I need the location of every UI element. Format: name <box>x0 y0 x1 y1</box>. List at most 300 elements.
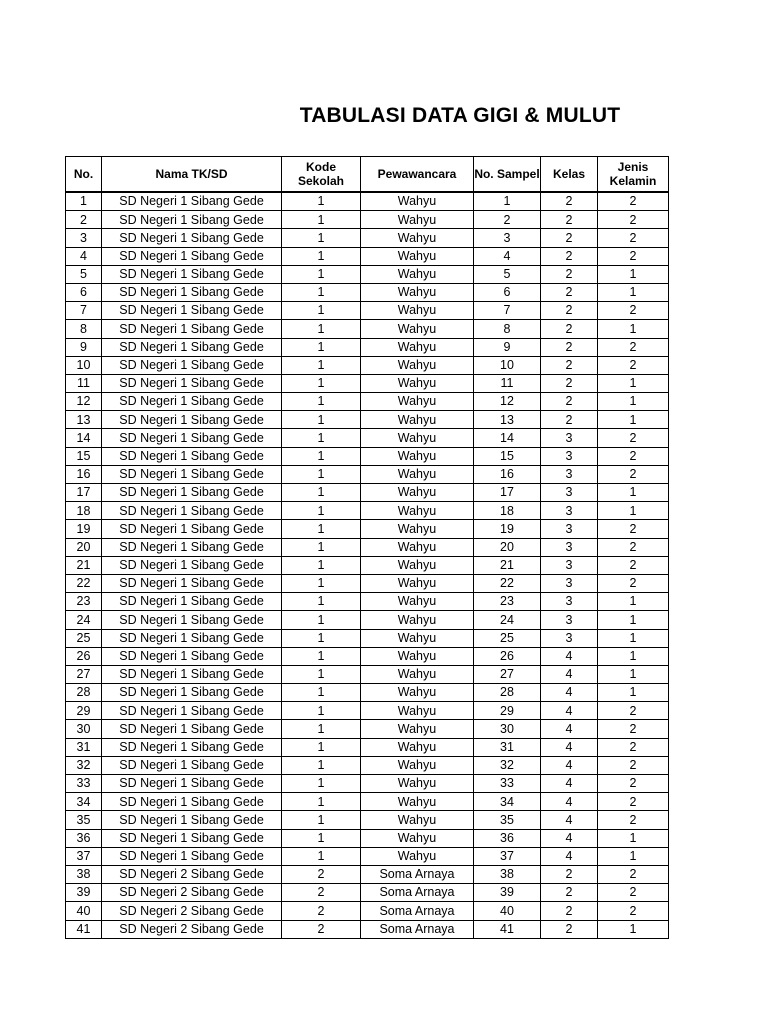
cell-no: 26 <box>66 647 102 665</box>
cell-no: 34 <box>66 793 102 811</box>
cell-kelas: 2 <box>541 247 598 265</box>
cell-pewawancara: Wahyu <box>361 738 474 756</box>
cell-pewawancara: Wahyu <box>361 702 474 720</box>
cell-kelas: 2 <box>541 393 598 411</box>
cell-kelas: 2 <box>541 320 598 338</box>
cell-no: 14 <box>66 429 102 447</box>
cell-kelas: 2 <box>541 865 598 883</box>
cell-kelas: 2 <box>541 884 598 902</box>
header-jenis-kelamin: Jenis Kelamin <box>598 157 669 193</box>
cell-jenis-kelamin: 2 <box>598 447 669 465</box>
cell-kelas: 4 <box>541 793 598 811</box>
cell-no-sampel: 34 <box>474 793 541 811</box>
cell-no-sampel: 37 <box>474 847 541 865</box>
cell-kode-sekolah: 1 <box>282 192 361 211</box>
header-pewawancara: Pewawancara <box>361 157 474 193</box>
cell-pewawancara: Wahyu <box>361 593 474 611</box>
cell-pewawancara: Wahyu <box>361 247 474 265</box>
cell-no-sampel: 10 <box>474 356 541 374</box>
cell-no: 4 <box>66 247 102 265</box>
cell-pewawancara: Wahyu <box>361 538 474 556</box>
cell-jenis-kelamin: 2 <box>598 574 669 592</box>
page-title: TABULASI DATA GIGI & MULUT <box>299 104 621 127</box>
cell-no-sampel: 33 <box>474 775 541 793</box>
cell-pewawancara: Wahyu <box>361 411 474 429</box>
cell-kode-sekolah: 1 <box>282 556 361 574</box>
cell-no-sampel: 1 <box>474 192 541 211</box>
table-row <box>66 702 669 720</box>
cell-no: 19 <box>66 520 102 538</box>
cell-kelas: 4 <box>541 847 598 865</box>
cell-kode-sekolah: 1 <box>282 684 361 702</box>
cell-jenis-kelamin: 2 <box>598 520 669 538</box>
cell-jenis-kelamin: 1 <box>598 629 669 647</box>
cell-no-sampel: 32 <box>474 756 541 774</box>
cell-jenis-kelamin: 1 <box>598 484 669 502</box>
table-row <box>66 829 669 847</box>
cell-jenis-kelamin: 2 <box>598 538 669 556</box>
cell-kelas: 2 <box>541 283 598 301</box>
cell-nama-tk-sd: SD Negeri 1 Sibang Gede <box>102 811 282 829</box>
cell-kode-sekolah: 2 <box>282 865 361 883</box>
cell-nama-tk-sd: SD Negeri 1 Sibang Gede <box>102 775 282 793</box>
cell-nama-tk-sd: SD Negeri 1 Sibang Gede <box>102 556 282 574</box>
cell-kode-sekolah: 1 <box>282 338 361 356</box>
cell-nama-tk-sd: SD Negeri 1 Sibang Gede <box>102 756 282 774</box>
table-row <box>66 920 669 938</box>
cell-no-sampel: 14 <box>474 429 541 447</box>
cell-nama-tk-sd: SD Negeri 2 Sibang Gede <box>102 865 282 883</box>
cell-no: 12 <box>66 393 102 411</box>
cell-kelas: 3 <box>541 538 598 556</box>
cell-no-sampel: 7 <box>474 302 541 320</box>
cell-pewawancara: Wahyu <box>361 484 474 502</box>
cell-no-sampel: 15 <box>474 447 541 465</box>
table-row <box>66 211 669 229</box>
cell-no-sampel: 28 <box>474 684 541 702</box>
cell-jenis-kelamin: 2 <box>598 775 669 793</box>
cell-kelas: 4 <box>541 829 598 847</box>
cell-jenis-kelamin: 2 <box>598 192 669 211</box>
cell-nama-tk-sd: SD Negeri 1 Sibang Gede <box>102 593 282 611</box>
table-row <box>66 847 669 865</box>
cell-kode-sekolah: 1 <box>282 775 361 793</box>
cell-kode-sekolah: 2 <box>282 902 361 920</box>
cell-nama-tk-sd: SD Negeri 1 Sibang Gede <box>102 847 282 865</box>
cell-pewawancara: Wahyu <box>361 520 474 538</box>
cell-kelas: 3 <box>541 484 598 502</box>
table-row <box>66 720 669 738</box>
cell-kelas: 4 <box>541 684 598 702</box>
cell-jenis-kelamin: 2 <box>598 702 669 720</box>
cell-nama-tk-sd: SD Negeri 1 Sibang Gede <box>102 211 282 229</box>
cell-jenis-kelamin: 1 <box>598 920 669 938</box>
cell-nama-tk-sd: SD Negeri 1 Sibang Gede <box>102 192 282 211</box>
table-row <box>66 229 669 247</box>
cell-kode-sekolah: 1 <box>282 574 361 592</box>
cell-jenis-kelamin: 2 <box>598 793 669 811</box>
cell-pewawancara: Wahyu <box>361 465 474 483</box>
cell-no: 38 <box>66 865 102 883</box>
cell-kelas: 2 <box>541 920 598 938</box>
cell-pewawancara: Wahyu <box>361 775 474 793</box>
cell-nama-tk-sd: SD Negeri 1 Sibang Gede <box>102 393 282 411</box>
cell-jenis-kelamin: 2 <box>598 302 669 320</box>
cell-no: 16 <box>66 465 102 483</box>
cell-kode-sekolah: 1 <box>282 793 361 811</box>
table-row <box>66 738 669 756</box>
cell-no: 8 <box>66 320 102 338</box>
cell-kode-sekolah: 1 <box>282 484 361 502</box>
cell-kode-sekolah: 1 <box>282 538 361 556</box>
table-row <box>66 884 669 902</box>
cell-pewawancara: Wahyu <box>361 429 474 447</box>
cell-kelas: 4 <box>541 702 598 720</box>
cell-nama-tk-sd: SD Negeri 1 Sibang Gede <box>102 283 282 301</box>
cell-kode-sekolah: 1 <box>282 829 361 847</box>
cell-jenis-kelamin: 1 <box>598 593 669 611</box>
cell-pewawancara: Wahyu <box>361 720 474 738</box>
cell-no-sampel: 27 <box>474 665 541 683</box>
cell-jenis-kelamin: 1 <box>598 829 669 847</box>
cell-jenis-kelamin: 1 <box>598 611 669 629</box>
table-row <box>66 811 669 829</box>
cell-nama-tk-sd: SD Negeri 1 Sibang Gede <box>102 320 282 338</box>
data-table <box>65 156 669 939</box>
table-row <box>66 574 669 592</box>
table-row <box>66 265 669 283</box>
cell-kelas: 4 <box>541 738 598 756</box>
cell-pewawancara: Soma Arnaya <box>361 902 474 920</box>
cell-nama-tk-sd: SD Negeri 1 Sibang Gede <box>102 611 282 629</box>
cell-jenis-kelamin: 2 <box>598 247 669 265</box>
header-nama-tk-sd: Nama TK/SD <box>102 157 282 193</box>
cell-no-sampel: 38 <box>474 865 541 883</box>
cell-kode-sekolah: 2 <box>282 920 361 938</box>
cell-pewawancara: Wahyu <box>361 229 474 247</box>
cell-nama-tk-sd: SD Negeri 1 Sibang Gede <box>102 265 282 283</box>
cell-kelas: 4 <box>541 756 598 774</box>
header-kode-sekolah: Kode Sekolah <box>282 157 361 193</box>
cell-pewawancara: Wahyu <box>361 793 474 811</box>
cell-jenis-kelamin: 1 <box>598 374 669 392</box>
cell-no-sampel: 4 <box>474 247 541 265</box>
cell-jenis-kelamin: 2 <box>598 429 669 447</box>
cell-kelas: 2 <box>541 356 598 374</box>
cell-no: 35 <box>66 811 102 829</box>
cell-no: 28 <box>66 684 102 702</box>
table-row <box>66 902 669 920</box>
table-row <box>66 756 669 774</box>
table-body <box>66 192 669 938</box>
cell-no: 3 <box>66 229 102 247</box>
cell-kode-sekolah: 1 <box>282 374 361 392</box>
cell-kode-sekolah: 1 <box>282 429 361 447</box>
table-row <box>66 429 669 447</box>
header-row <box>66 157 669 193</box>
cell-jenis-kelamin: 2 <box>598 811 669 829</box>
cell-no-sampel: 19 <box>474 520 541 538</box>
table-row <box>66 775 669 793</box>
cell-kode-sekolah: 1 <box>282 665 361 683</box>
cell-pewawancara: Wahyu <box>361 756 474 774</box>
cell-kelas: 2 <box>541 302 598 320</box>
cell-kode-sekolah: 1 <box>282 302 361 320</box>
cell-no: 27 <box>66 665 102 683</box>
cell-jenis-kelamin: 1 <box>598 265 669 283</box>
cell-no: 25 <box>66 629 102 647</box>
cell-jenis-kelamin: 2 <box>598 556 669 574</box>
cell-no-sampel: 18 <box>474 502 541 520</box>
cell-nama-tk-sd: SD Negeri 1 Sibang Gede <box>102 411 282 429</box>
cell-no: 23 <box>66 593 102 611</box>
cell-nama-tk-sd: SD Negeri 1 Sibang Gede <box>102 574 282 592</box>
cell-no: 6 <box>66 283 102 301</box>
cell-no: 40 <box>66 902 102 920</box>
cell-kode-sekolah: 1 <box>282 593 361 611</box>
cell-nama-tk-sd: SD Negeri 2 Sibang Gede <box>102 884 282 902</box>
cell-jenis-kelamin: 2 <box>598 720 669 738</box>
cell-no: 32 <box>66 756 102 774</box>
table-row <box>66 411 669 429</box>
table-row <box>66 538 669 556</box>
cell-pewawancara: Wahyu <box>361 320 474 338</box>
cell-jenis-kelamin: 2 <box>598 338 669 356</box>
cell-jenis-kelamin: 2 <box>598 356 669 374</box>
cell-nama-tk-sd: SD Negeri 1 Sibang Gede <box>102 738 282 756</box>
cell-no-sampel: 6 <box>474 283 541 301</box>
cell-kelas: 3 <box>541 593 598 611</box>
cell-pewawancara: Soma Arnaya <box>361 920 474 938</box>
table-row <box>66 520 669 538</box>
cell-kode-sekolah: 1 <box>282 320 361 338</box>
cell-nama-tk-sd: SD Negeri 1 Sibang Gede <box>102 665 282 683</box>
cell-pewawancara: Wahyu <box>361 211 474 229</box>
table-row <box>66 356 669 374</box>
cell-no: 30 <box>66 720 102 738</box>
cell-kode-sekolah: 1 <box>282 520 361 538</box>
cell-kode-sekolah: 1 <box>282 411 361 429</box>
cell-nama-tk-sd: SD Negeri 1 Sibang Gede <box>102 429 282 447</box>
cell-nama-tk-sd: SD Negeri 1 Sibang Gede <box>102 520 282 538</box>
cell-kode-sekolah: 1 <box>282 611 361 629</box>
cell-kelas: 3 <box>541 611 598 629</box>
table-row <box>66 192 669 211</box>
cell-no: 5 <box>66 265 102 283</box>
cell-no-sampel: 11 <box>474 374 541 392</box>
table-row <box>66 338 669 356</box>
table-row <box>66 283 669 301</box>
cell-jenis-kelamin: 1 <box>598 502 669 520</box>
cell-no-sampel: 24 <box>474 611 541 629</box>
cell-kelas: 2 <box>541 902 598 920</box>
cell-kode-sekolah: 1 <box>282 702 361 720</box>
cell-kelas: 3 <box>541 502 598 520</box>
cell-kelas: 4 <box>541 811 598 829</box>
cell-pewawancara: Soma Arnaya <box>361 884 474 902</box>
cell-kode-sekolah: 1 <box>282 247 361 265</box>
cell-no-sampel: 20 <box>474 538 541 556</box>
cell-pewawancara: Wahyu <box>361 574 474 592</box>
table-row <box>66 447 669 465</box>
cell-no-sampel: 17 <box>474 484 541 502</box>
cell-no: 41 <box>66 920 102 938</box>
cell-kode-sekolah: 1 <box>282 847 361 865</box>
cell-no-sampel: 26 <box>474 647 541 665</box>
cell-pewawancara: Wahyu <box>361 302 474 320</box>
cell-no: 31 <box>66 738 102 756</box>
cell-nama-tk-sd: SD Negeri 1 Sibang Gede <box>102 338 282 356</box>
cell-kelas: 2 <box>541 374 598 392</box>
cell-nama-tk-sd: SD Negeri 2 Sibang Gede <box>102 920 282 938</box>
cell-pewawancara: Wahyu <box>361 611 474 629</box>
cell-kelas: 3 <box>541 574 598 592</box>
cell-no: 29 <box>66 702 102 720</box>
cell-pewawancara: Wahyu <box>361 338 474 356</box>
cell-jenis-kelamin: 2 <box>598 756 669 774</box>
cell-no-sampel: 2 <box>474 211 541 229</box>
cell-nama-tk-sd: SD Negeri 1 Sibang Gede <box>102 502 282 520</box>
cell-pewawancara: Wahyu <box>361 393 474 411</box>
cell-nama-tk-sd: SD Negeri 1 Sibang Gede <box>102 629 282 647</box>
cell-nama-tk-sd: SD Negeri 1 Sibang Gede <box>102 829 282 847</box>
cell-kode-sekolah: 1 <box>282 283 361 301</box>
cell-kelas: 2 <box>541 411 598 429</box>
cell-pewawancara: Wahyu <box>361 502 474 520</box>
table-row <box>66 665 669 683</box>
cell-nama-tk-sd: SD Negeri 1 Sibang Gede <box>102 720 282 738</box>
cell-pewawancara: Wahyu <box>361 374 474 392</box>
cell-no-sampel: 30 <box>474 720 541 738</box>
cell-kode-sekolah: 1 <box>282 229 361 247</box>
cell-kode-sekolah: 1 <box>282 465 361 483</box>
cell-no: 1 <box>66 192 102 211</box>
header-kelas: Kelas <box>541 157 598 193</box>
cell-no-sampel: 29 <box>474 702 541 720</box>
cell-no-sampel: 3 <box>474 229 541 247</box>
cell-no-sampel: 41 <box>474 920 541 938</box>
table-row <box>66 247 669 265</box>
cell-kelas: 2 <box>541 211 598 229</box>
cell-jenis-kelamin: 1 <box>598 665 669 683</box>
cell-no-sampel: 35 <box>474 811 541 829</box>
cell-kode-sekolah: 1 <box>282 756 361 774</box>
cell-jenis-kelamin: 2 <box>598 884 669 902</box>
cell-no-sampel: 25 <box>474 629 541 647</box>
cell-nama-tk-sd: SD Negeri 1 Sibang Gede <box>102 465 282 483</box>
cell-kode-sekolah: 1 <box>282 502 361 520</box>
cell-kode-sekolah: 2 <box>282 884 361 902</box>
cell-kode-sekolah: 1 <box>282 211 361 229</box>
cell-nama-tk-sd: SD Negeri 1 Sibang Gede <box>102 793 282 811</box>
table-row <box>66 465 669 483</box>
cell-pewawancara: Wahyu <box>361 283 474 301</box>
cell-pewawancara: Wahyu <box>361 447 474 465</box>
cell-no-sampel: 13 <box>474 411 541 429</box>
cell-kelas: 4 <box>541 647 598 665</box>
cell-no: 9 <box>66 338 102 356</box>
table-row <box>66 865 669 883</box>
cell-no: 11 <box>66 374 102 392</box>
table-row <box>66 793 669 811</box>
cell-pewawancara: Wahyu <box>361 829 474 847</box>
cell-kelas: 2 <box>541 265 598 283</box>
cell-no: 37 <box>66 847 102 865</box>
cell-kode-sekolah: 1 <box>282 720 361 738</box>
cell-pewawancara: Wahyu <box>361 556 474 574</box>
cell-nama-tk-sd: SD Negeri 1 Sibang Gede <box>102 684 282 702</box>
cell-no: 20 <box>66 538 102 556</box>
table-row <box>66 502 669 520</box>
cell-no: 33 <box>66 775 102 793</box>
cell-no: 36 <box>66 829 102 847</box>
table-row <box>66 647 669 665</box>
table-row <box>66 374 669 392</box>
table-row <box>66 593 669 611</box>
cell-kode-sekolah: 1 <box>282 393 361 411</box>
cell-no: 24 <box>66 611 102 629</box>
header-no-sampel: No. Sampel <box>474 157 541 193</box>
cell-kelas: 4 <box>541 665 598 683</box>
cell-no: 17 <box>66 484 102 502</box>
cell-no: 7 <box>66 302 102 320</box>
cell-jenis-kelamin: 1 <box>598 647 669 665</box>
cell-jenis-kelamin: 1 <box>598 283 669 301</box>
cell-no: 2 <box>66 211 102 229</box>
cell-nama-tk-sd: SD Negeri 1 Sibang Gede <box>102 229 282 247</box>
cell-nama-tk-sd: SD Negeri 1 Sibang Gede <box>102 356 282 374</box>
cell-pewawancara: Wahyu <box>361 192 474 211</box>
table-row <box>66 484 669 502</box>
header-no: No. <box>66 157 102 193</box>
cell-jenis-kelamin: 1 <box>598 847 669 865</box>
cell-kelas: 4 <box>541 775 598 793</box>
table-header <box>66 157 669 193</box>
cell-jenis-kelamin: 2 <box>598 902 669 920</box>
cell-kelas: 4 <box>541 720 598 738</box>
cell-kelas: 3 <box>541 520 598 538</box>
cell-kelas: 2 <box>541 229 598 247</box>
cell-kode-sekolah: 1 <box>282 738 361 756</box>
cell-no-sampel: 21 <box>474 556 541 574</box>
cell-nama-tk-sd: SD Negeri 1 Sibang Gede <box>102 302 282 320</box>
cell-kelas: 3 <box>541 447 598 465</box>
cell-kode-sekolah: 1 <box>282 447 361 465</box>
cell-nama-tk-sd: SD Negeri 1 Sibang Gede <box>102 538 282 556</box>
cell-pewawancara: Wahyu <box>361 847 474 865</box>
cell-kelas: 2 <box>541 338 598 356</box>
cell-no: 10 <box>66 356 102 374</box>
cell-jenis-kelamin: 1 <box>598 411 669 429</box>
cell-nama-tk-sd: SD Negeri 1 Sibang Gede <box>102 447 282 465</box>
cell-jenis-kelamin: 2 <box>598 211 669 229</box>
cell-no-sampel: 12 <box>474 393 541 411</box>
cell-no-sampel: 39 <box>474 884 541 902</box>
cell-jenis-kelamin: 1 <box>598 320 669 338</box>
cell-kelas: 3 <box>541 629 598 647</box>
cell-nama-tk-sd: SD Negeri 1 Sibang Gede <box>102 484 282 502</box>
table-row <box>66 302 669 320</box>
cell-no-sampel: 31 <box>474 738 541 756</box>
cell-no: 13 <box>66 411 102 429</box>
cell-jenis-kelamin: 1 <box>598 393 669 411</box>
cell-no-sampel: 36 <box>474 829 541 847</box>
cell-nama-tk-sd: SD Negeri 1 Sibang Gede <box>102 374 282 392</box>
cell-kelas: 2 <box>541 192 598 211</box>
cell-jenis-kelamin: 2 <box>598 465 669 483</box>
cell-nama-tk-sd: SD Negeri 2 Sibang Gede <box>102 902 282 920</box>
cell-jenis-kelamin: 1 <box>598 684 669 702</box>
